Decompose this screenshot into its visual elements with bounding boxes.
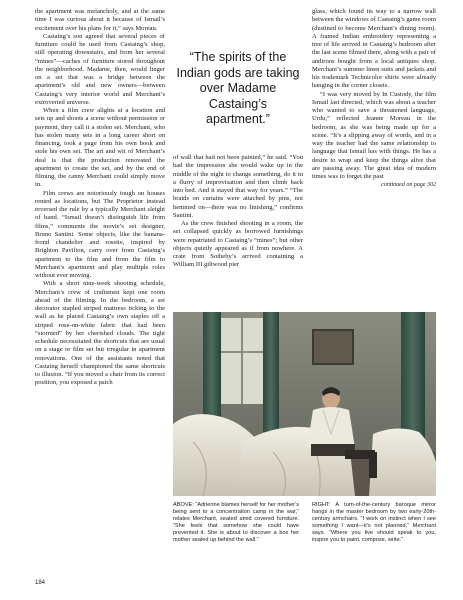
photo-illustration [173, 312, 436, 496]
photograph-merchant-covered-furniture [173, 312, 436, 496]
photo-caption-above: ABOVE: “Adrienne blames herself for her mother’s being sent to a concentration camp in the war,” relates Merchant, seated amid covered furniture. “She feels that somehow she could have prevented it. She is about to discover a box her mother sealed up behind the wall.” [173, 502, 299, 544]
article-column-2 [173, 154, 303, 270]
article-column-3 [312, 8, 436, 190]
paragraph: “I was very moved by In Custody, the film Ismail last directed, which was about a teacher who wanted to save a threatened language, Urdu,” reflected Jeanne Moreau in the bedroom, as she was being made up for a scene. “It’s a slipping away of words, and in a way the teacher had the same relationship to language that Ismail has with things. He has a desire to wrap and keep the things alive that are passing away. The great idea of modern times was to forget the past [312, 90, 436, 180]
wall-painting [313, 330, 353, 364]
paragraph: Castaing’s son agreed that several pieces of furniture could be used from Castaing’s shop, still operating downstairs, and from her several “mines”—caches of furniture stored throughout the neighborhood. Madame, then, would linger on a set that was a bridge between the apartment’s old and new owners—between Castaing’s very interior world and Merchant’s extroverted universe. [35, 32, 165, 106]
curtain-left [203, 312, 221, 432]
paragraph: the apartment was melancholy, and at the same time I was curious about it because of Ismail’s excitement over his plans for it,” says Moreau. [35, 8, 165, 32]
article-column-1 [35, 8, 165, 388]
paragraph: glass, which found its way to a narrow wall between the windows of Castaing’s game room (destined to become Merchant’s dining room). A framed Indian embroidery representing a tree of life arrived in Castaing’s bedroom after the last scene filmed there, along with a pair of andirons bought from a local antiques shop. Merchant’s summer linen suits and jackets and his trademark Technicolor shirts were already hanging in the corner closets. [312, 8, 437, 90]
paragraph: With a short nine-week shooting schedule, Merchant’s crew of craftsmen kept one room ahead of the filming. In the bedroom, a set decorator stapled striped mattress ticking to the wall as he placed Castaing’s own staples off a striped rose-on-white fabric that had been “stormed” by her cherished clouds. The tight schedule necessitated the shortcuts that are usual on a stage or film set but irregular in apartment renovations. One of the assistants noted that Castaing herself championed the same shortcuts to illusion. “If you moved a chair from its correct position, you exposed a patch [35, 280, 165, 387]
curtain-far-right [401, 312, 425, 442]
curtain-right [263, 312, 279, 432]
paragraph: of wall that had not been painted,” he said. “You had the impression she would wake up in the middle of the night to change something, do it in a flurry of improvisation and then climb back into bed. And it stayed that way for years.” “The braids on curtains were attached by pins, not hemmed on—there was no finishing,” confirms Santini. [173, 154, 303, 219]
photo-caption-right: RIGHT: A turn-of-the-century baroque mirror hangs in the master bedroom by two early-20th-century armchairs. “I work on instinct when I see something I want—it’s not planned,” Merchant says. “Where you live should speak to you, inspire you to paint, compose, write.” [312, 502, 436, 544]
page-number: 184 [35, 580, 46, 586]
paragraph: Film crews are notoriously tough on houses rented as locations, but The Proprietor instead reversed the rule by a typically Merchant sleight of hand. “Ismail doesn’t distinguish life from films,” comments the movie’s set designer, Bruno Santini. Some objects, like the banana-frond chandelier and rosette, inspired by Brighton Pavilion, carry over from Castaing’s apartment to the film and from the film to Merchant’s apartment and play multiple roles without ever moving. [35, 189, 165, 279]
pull-quote: “The spirits of the Indian gods are taking over Madame Castaing’s apartment.” [176, 50, 300, 126]
paragraph: As the crew finished shooting in a room, the set collapsed quickly as borrowed furnishings were repatriated to Castaing’s “mines”; but other objects quietly appeared as if from nowhere. A crate from Sotheby’s arrived containing a William III giltwood pier [173, 220, 303, 269]
paragraph: When a film crew alights at a location and sets up and shoots a scene without permission or payment, they call it a stolen set. Merchant, who has stolen many sets in a long career short on financing, took a page from his own book and stole his own set. The art and wit of Merchant’s deal is that the production renovated the apartment to create the set, and by the end of filming, the canny Merchant could simply move in. [35, 107, 165, 189]
continued-note: continued on page 302 [381, 182, 436, 189]
